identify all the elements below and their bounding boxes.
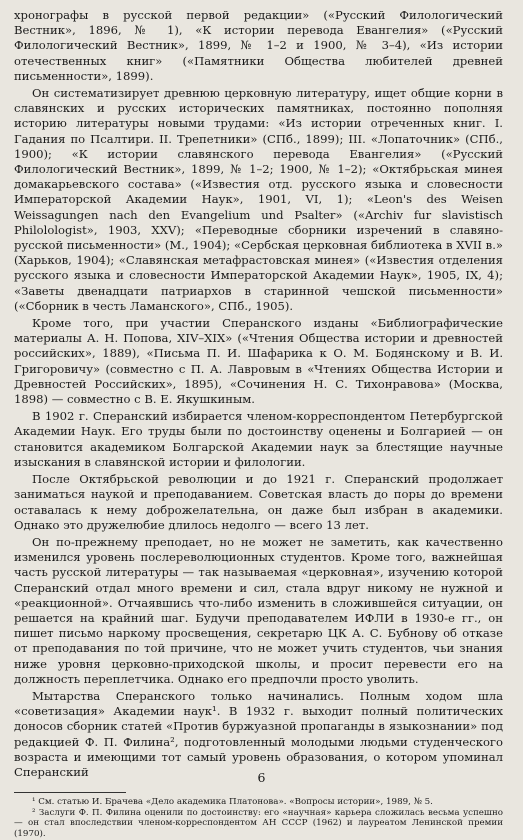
paragraph-4: В 1902 г. Сперанский избирается членом-корреспондентом Петербургской Академии Наук. Его труды были по достоинству оценены и Болгарией — он становится академиком Болгарской Академии наук за блестящие научные изыскания в славянской истории и филологии. [14,409,503,469]
page-number: 6 [257,770,266,785]
body-text [14,8,503,780]
footnote-2: ² Заслуги Ф. П. Филина оценили по достоинству: его «научная» карьера сложилась весьма успешно — он стал впоследствии членом-корреспондентом АН СССР (1962) и лауреатом Ленинской премии (1970). [14,807,503,839]
paragraph-2: Он систематизирует древнюю церковную литературу, ищет общие корни в славянских и русских исторических памятниках, постоянно пополняя историю литературы новыми трудами: «Из истории отреченных книг. I. Гадания по Псалтири. II. Трепетники» (СПб., 1899); III. «Лопаточник» (СПб., 1900); «К истории славянского перевода Евангелия» («Русский Филологический Вестник», 1899, № 1–2; 1900, № 1–2); «Октябрьская минея домакарьевского состава» («Известия отд. русского языка и словесности Императорской Академии Наук», 1901, VI, 1); «Leon's des Weisen Weissagungen nach den Evangelium und Psalter» («Archiv fur slavistisch Philolologist», 1903, XXV); «Переводные сборники изречений в славяно-русской письменности» (М., 1904); «Сербская церковная библиотека в XVII в.» (Харьков, 1904); «Славянская метафрастовская минея» («Известия отделения русского языка и словесности Императорской Академии Наук», 1905, IX, 4); «Заветы двенадцати патриархов в старинной чешской письменности» («Сборник в честь Ламанского», СПб., 1905). [14,86,503,313]
footnote-1: ¹ См. статью И. Брачева «Дело академика Платонова». «Вопросы истории», 1989, № 5. [32,797,433,808]
footnote-divider [14,792,126,793]
paragraph-5: После Октябрьской революции и до 1921 г. Сперанский продолжает заниматься наукой и преподаванием. Советская власть до поры до времени оставалась к нему доброжелательна, он даже был избран в академики. Однако это дружелюбие длилось недолго — всего 13 лет. [14,472,503,532]
paragraph-7: Мытарства Сперанского только начинались. Полным ходом шла «советизация» Академии наук¹. В 1932 г. выходит полный политических доносов сборник статей «Против буржуазной пропаганды в языкознании» под редакцией Ф. П. Филина², подготовленный молодыми людьми студенческого возраста и имеющими тот самый уровень образования, о котором упоминал Сперанский [14,688,503,779]
paragraph-3: Кроме того, при участии Сперанского изданы «Библиографические материалы А. Н. Попова, XIV–XIX» («Чтения Общества истории и древностей российских», 1889), «Письма П. И. Шафарика к О. М. Бодянскому и В. И. Григоровичу» (совместно с П. А. Лавровым в «Чтениях Общества Истории и Древностей Российских», 1895), «Сочинения Н. С. Тихонравова» (Москва, 1898) — совместно с В. Е. Якушкиным. [14,316,503,407]
paragraph-6: Он по-прежнему преподает, но не может не заметить, как качественно изменился уровень послереволюционных студентов. Кроме того, важнейшая часть русской литературы — так называемая «церковная», изучению которой Сперанский отдал много времени и сил, стала вдруг никому не нужной и «реакционной». Отчаявшись что-либо изменить в сложившейся ситуации, он решается на крайний шаг. Будучи преподавателем ИФЛИ в 1930-е гг., он пишет письмо наркому просвещения, секретарю ЦК А. С. Бубнову об отказе от преподавания по той причине, что не может учить студентов, чьи знания ниже уровня церковно-приходской школы, и просит перевести его на должность переплетчика. Однако его предпочли просто уволить. [14,534,503,686]
paragraph-1: хронографы в русской первой редакции» («Русский Филологический Вестник», 1896, № 1), «К истории перевода Евангелия» («Русский Филологический Вестник», 1899, № 1–2 и 1900, № 3–4), «Из истории отечественных книг» («Памятники Общества любителей древней письменности», 1899). [14,8,503,83]
footnotes [14,797,503,839]
